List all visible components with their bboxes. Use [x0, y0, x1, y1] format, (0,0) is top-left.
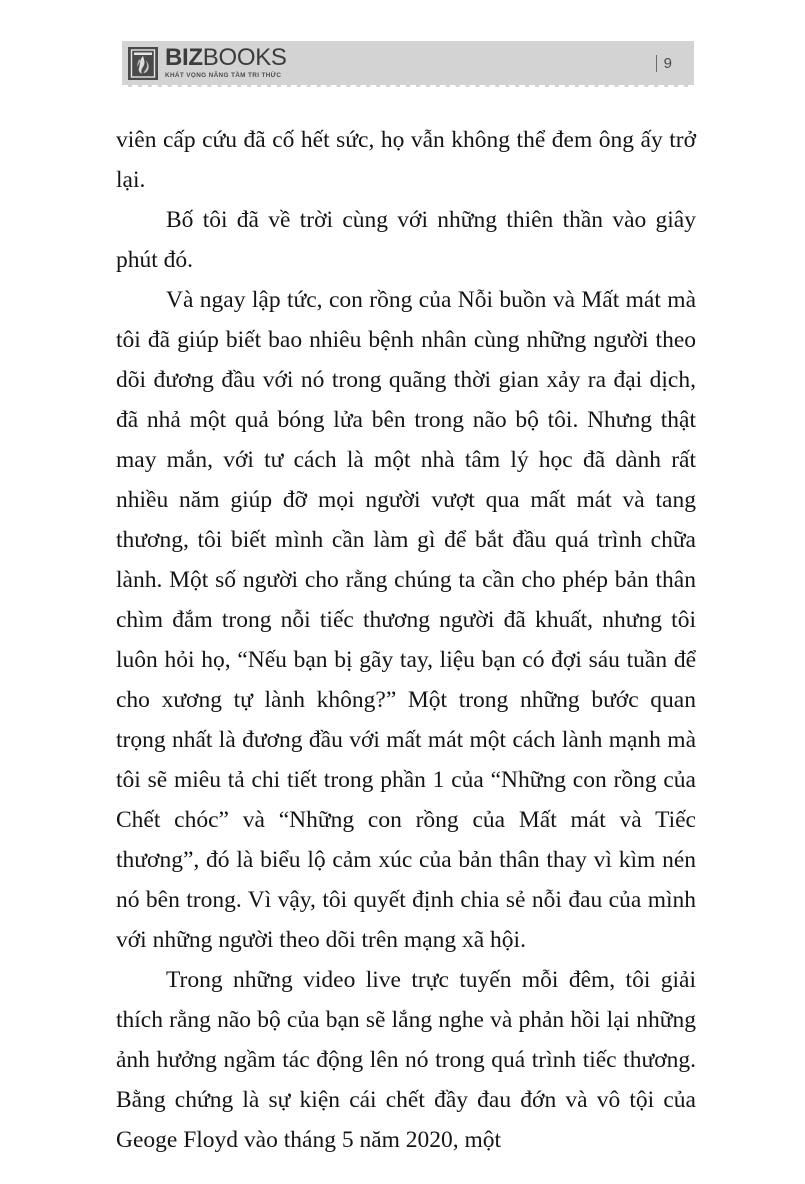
paragraph: Trong những video live trực tuyến mỗi đêm, tôi giải thích rằng não bộ của bạn sẽ lắng nghe và phản hồi lại những ảnh hưởng ngầm tác động lên nó trong quá trình tiếc thương. Bằng chứng là sự kiện cái chết đầy đau đớn và vô tội của Geoge Floyd vào tháng 5 năm 2020, một: [116, 967, 696, 1153]
paragraph: Bố tôi đã về trời cùng với những thiên thần vào giây phút đó.: [116, 207, 696, 273]
page-folio: [656, 55, 694, 72]
running-header: [122, 41, 694, 87]
folio-divider: [656, 55, 657, 72]
bizbooks-emblem-icon: [128, 47, 158, 80]
paragraph: viên cấp cứu đã cố hết sức, họ vẫn không thể đem ông ấy trở lại.: [116, 127, 696, 193]
paragraph: Và ngay lập tức, con rồng của Nỗi buồn và Mất mát mà tôi đã giúp biết bao nhiêu bệnh nhân cùng những người theo dõi đương đầu với nó trong quãng thời gian xảy ra đại dịch, đã nhả một quả bóng lửa bên trong não bộ tôi. Nhưng thật may mắn, với tư cách là một nhà tâm lý học đã dành rất nhiều năm giúp đỡ mọi người vượt qua mất mát và tang thương, tôi biết mình cần làm gì để bắt đầu quá trình chữa lành. Một số người cho rằng chúng ta cần cho phép bản thân chìm đắm trong nỗi tiếc thương người đã khuất, nhưng tôi luôn hỏi họ, “Nếu bạn bị gãy tay, liệu bạn có đợi sáu tuần để cho xương tự lành không?” Một trong những bước quan trọng nhất là đương đầu với mất mát một cách lành mạnh mà tôi sẽ miêu tả chi tiết trong phần 1 của “Những con rồng của Chết chóc” và “Những con rồng của Mất mát và Tiếc thương”, đó là biểu lộ cảm xúc của bản thân thay vì kìm nén nó bên trong. Vì vậy, tôi quyết định chia sẻ nỗi đau của mình với những người theo dõi trên mạng xã hội.: [116, 287, 696, 953]
brand-name-second: BOOKS: [202, 44, 287, 72]
page-number: 9: [663, 54, 672, 72]
body-text-column: [116, 120, 696, 1160]
brand-name-first: BIZ: [165, 44, 203, 72]
bizbooks-wordmark: [165, 46, 287, 79]
bizbooks-logo: [122, 46, 287, 79]
brand-tagline: KHÁT VỌNG NÂNG TẦM TRI THỨC: [165, 72, 282, 80]
brand-name: [165, 46, 287, 70]
